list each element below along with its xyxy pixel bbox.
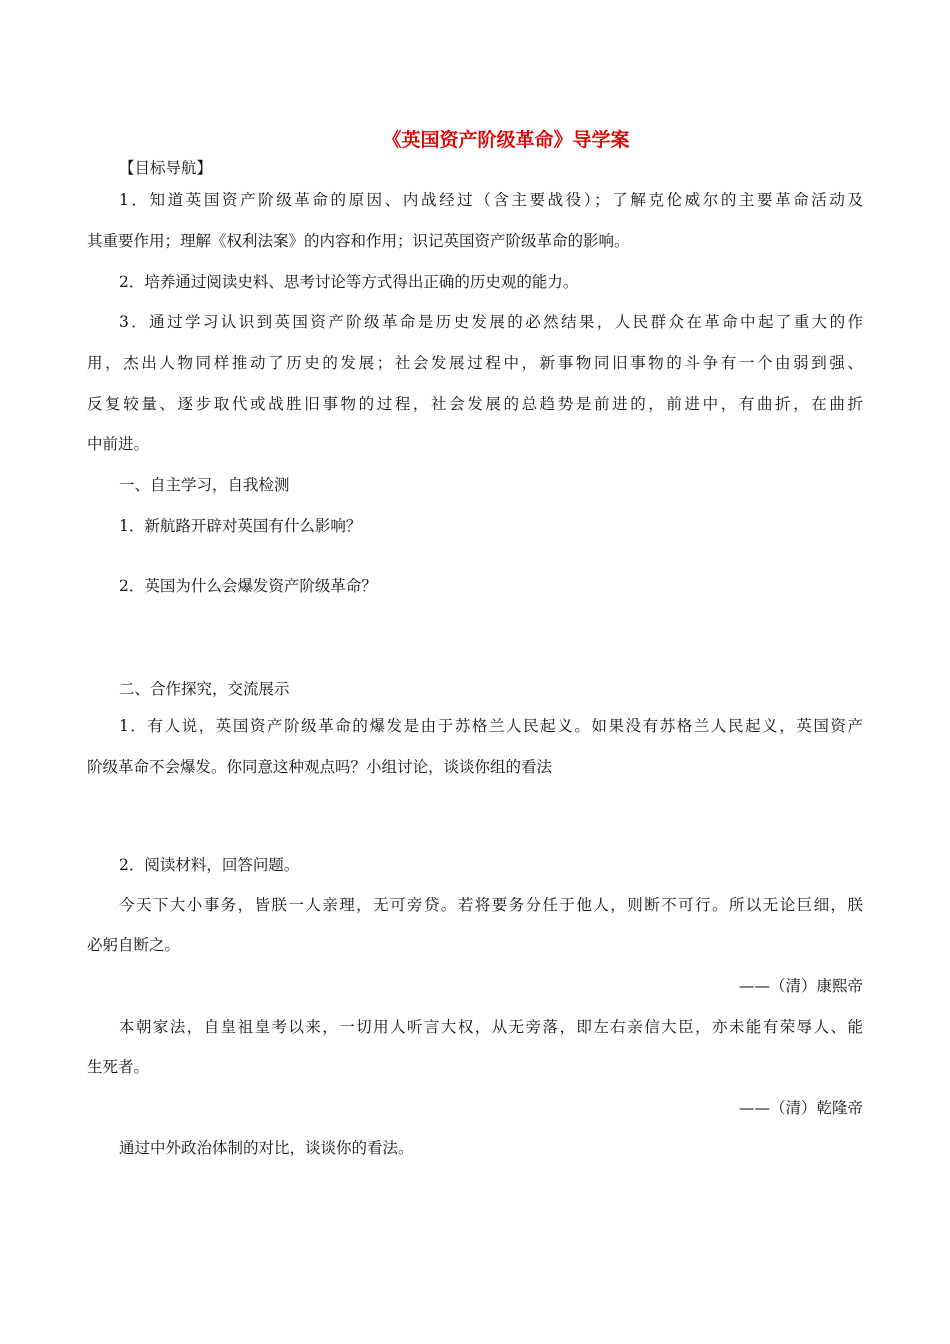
objective-1-line-1: 1．知道英国资产阶级革命的原因、内战经过（含主要战役）；了解克伦威尔的主要革命活动及 xyxy=(119,191,863,209)
document-title: 《英国资产阶级革命》导学案 xyxy=(382,129,630,151)
objective-3-line-2: 用，杰出人物同样推动了历史的发展；社会发展过程中，新事物同旧事物的斗争有一个由弱到强、 xyxy=(87,354,863,372)
section-2-question-1-line-2: 阶级革命不会爆发。你同意这种观点吗？小组讨论，谈谈你组的看法 xyxy=(87,758,553,776)
objective-2: 2．培养通过阅读史料、思考讨论等方式得出正确的历史观的能力。 xyxy=(119,273,579,291)
section-2-heading: 二、合作探究，交流展示 xyxy=(119,680,290,698)
quote-qianlong-line-2: 生死者。 xyxy=(87,1058,150,1076)
objective-3-line-3: 反复较量、逐步取代或战胜旧事物的过程，社会发展的总趋势是前进的，前进中，有曲折，在曲折 xyxy=(87,395,863,413)
section-1-question-2: 2．英国为什么会爆发资产阶级革命？ xyxy=(119,577,377,595)
quote-kangxi-source: ——（清）康熙帝 xyxy=(738,977,863,995)
section-1-question-1: 1．新航路开辟对英国有什么影响？ xyxy=(119,517,362,535)
objective-1-line-2: 其重要作用；理解《权利法案》的内容和作用；识记英国资产阶级革命的影响。 xyxy=(87,232,630,250)
objectives-heading: 【目标导航】 xyxy=(119,159,213,177)
quote-qianlong-line-1: 本朝家法，自皇祖皇考以来，一切用人听言大权，从无旁落，即左右亲信大臣，亦未能有荣辱人、能 xyxy=(119,1018,863,1036)
comparison-prompt: 通过中外政治体制的对比，谈谈你的看法。 xyxy=(119,1139,414,1157)
section-2-question-1-line-1: 1．有人说，英国资产阶级革命的爆发是由于苏格兰人民起义。如果没有苏格兰人民起义，英国资产 xyxy=(119,717,863,735)
section-1-heading: 一、自主学习，自我检测 xyxy=(119,476,290,494)
quote-kangxi-line-2: 必躬自断之。 xyxy=(87,936,181,954)
section-2-question-2: 2．阅读材料，回答问题。 xyxy=(119,856,300,874)
objective-3-line-1: 3．通过学习认识到英国资产阶级革命是历史发展的必然结果，人民群众在革命中起了重大的作 xyxy=(119,313,863,331)
quote-qianlong-source: ——（清）乾隆帝 xyxy=(738,1099,863,1117)
objective-3-line-4: 中前进。 xyxy=(87,435,150,453)
quote-kangxi-line-1: 今天下大小事务，皆朕一人亲理，无可旁贷。若将要务分任于他人，则断不可行。所以无论巨细，朕 xyxy=(119,896,863,914)
